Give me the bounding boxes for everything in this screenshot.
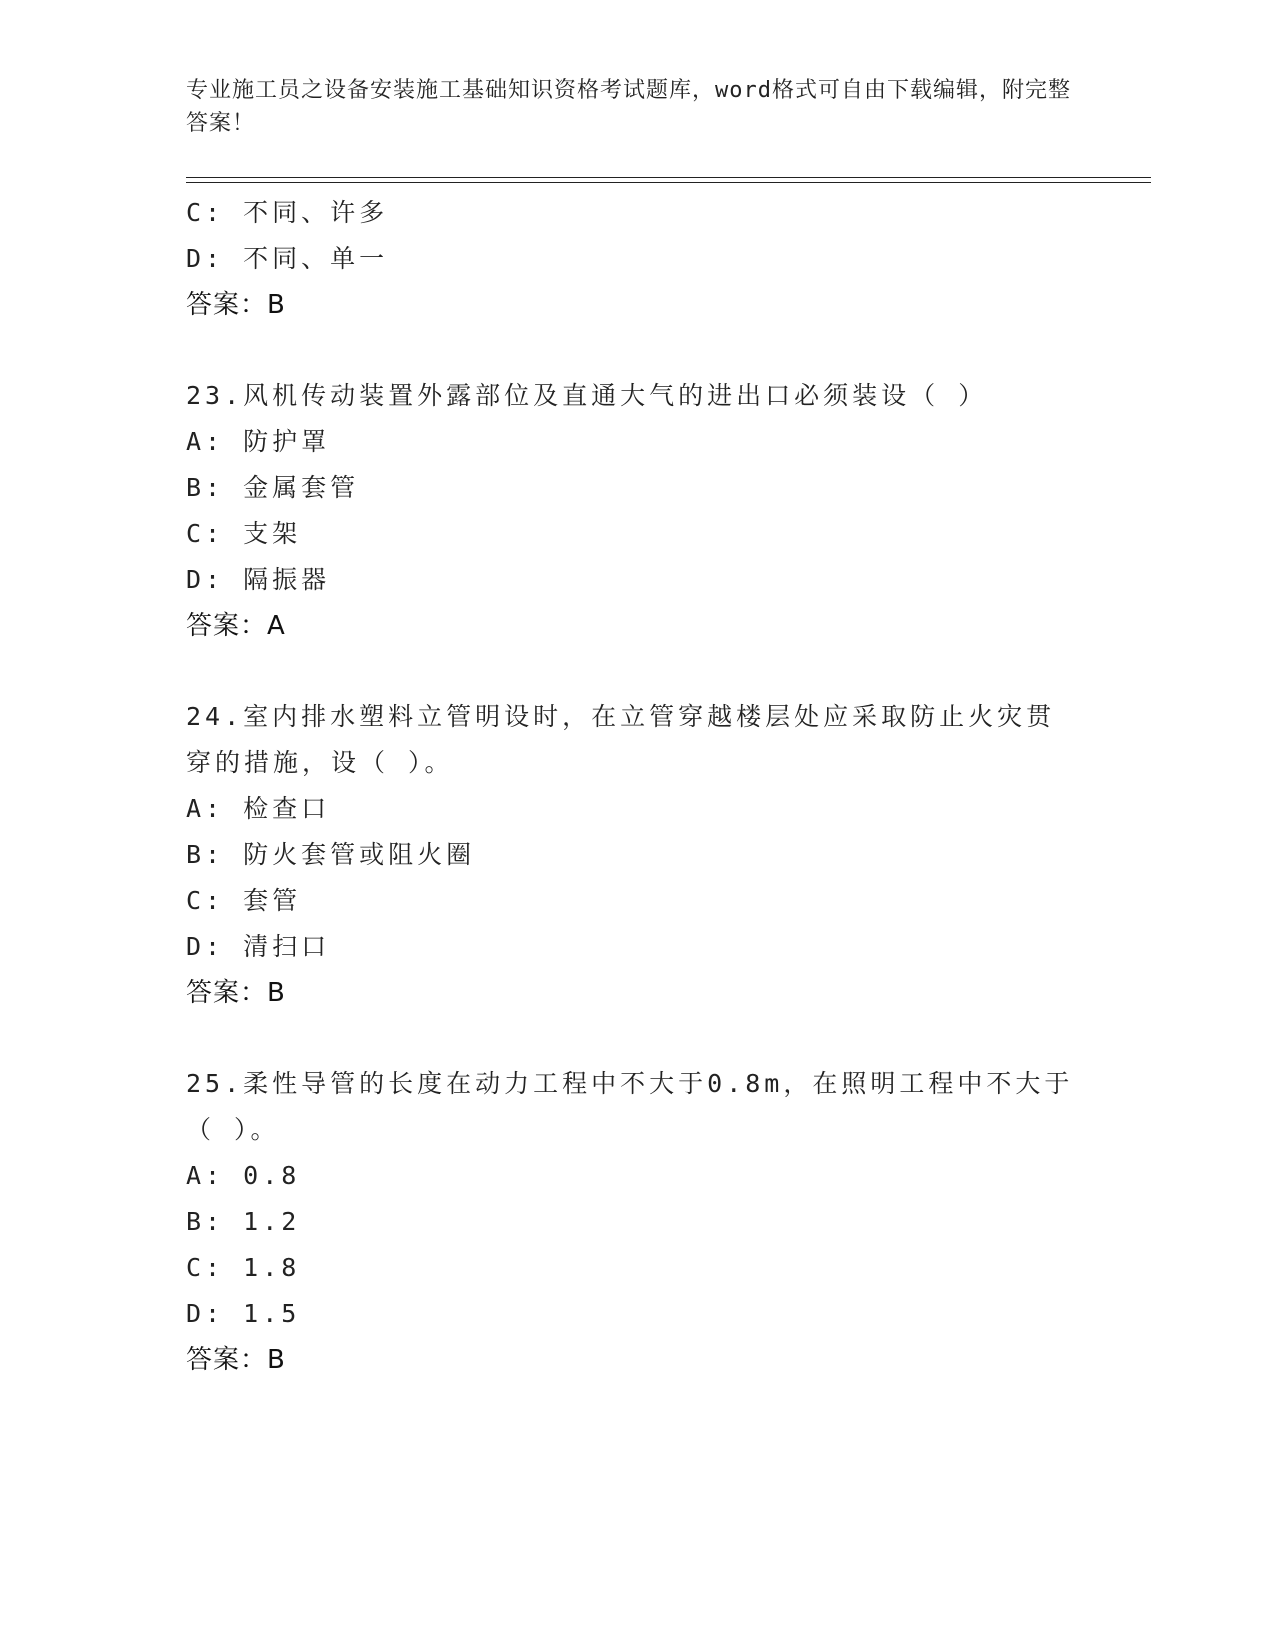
answer-line: 答案：B [186,290,286,320]
spacer [186,649,1086,694]
question-block-25 [186,1061,1086,1383]
option-b: B: 1.2 [186,1207,301,1236]
option-d: D: 1.5 [186,1299,301,1328]
question-stem: 24.室内排水塑料立管明设时，在立管穿越楼层处应采取防止火灾贯穿的措施，设（ ）。 [186,702,1056,777]
option-b: B: 金属套管 [186,473,360,502]
option-a: A: 检查口 [186,794,331,823]
answer-line: 答案：A [186,611,286,641]
spacer [186,328,1086,373]
option-a: A: 0.8 [186,1161,301,1190]
spacer [186,1016,1086,1061]
option-a: A: 防护罩 [186,427,331,456]
header-divider-top [186,177,1151,178]
question-block-23 [186,373,1086,649]
answer-line: 答案：B [186,978,286,1008]
option-d: D: 不同、单一 [186,244,389,273]
option-b: B: 防火套管或阻火圈 [186,840,476,869]
document-header: 专业施工员之设备安装施工基础知识资格考试题库，word格式可自由下载编辑，附完整答案！ [186,78,1071,136]
option-c: C: 不同、许多 [186,198,389,227]
option-c: C: 1.8 [186,1253,301,1282]
option-d: D: 隔振器 [186,565,331,594]
question-block-24 [186,694,1086,1016]
option-c: C: 套管 [186,886,302,915]
option-c: C: 支架 [186,519,302,548]
answer-line: 答案：B [186,1345,286,1375]
header-divider-bottom [186,182,1151,183]
option-d: D: 清扫口 [186,932,331,961]
document-body [186,190,1086,1383]
question-block-22 [186,190,1086,328]
question-stem: 23.风机传动装置外露部位及直通大气的进出口必须装设（ ） [186,381,988,410]
question-stem: 25.柔性导管的长度在动力工程中不大于0.8m，在照明工程中不大于（ ）。 [186,1069,1074,1144]
